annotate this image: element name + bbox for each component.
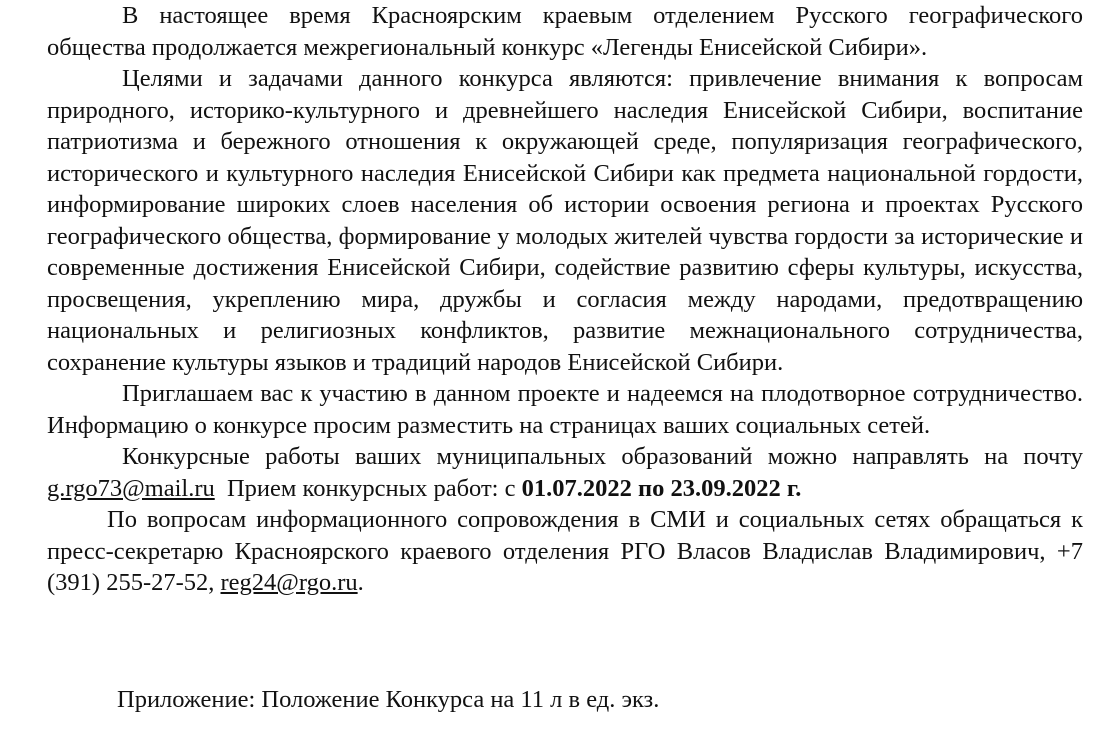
appendix-note: Приложение: Положение Конкурса на 11 л в ед. экз. <box>117 686 660 713</box>
press-contact-end: . <box>357 569 364 596</box>
submission-intro: Конкурсные работы ваших муниципальных образований можно направлять на почту <box>122 443 1083 470</box>
paragraph-press-contact <box>47 504 1083 599</box>
paragraph-goals: Целями и задачами данного конкурса являются: привлечение внимания к вопросам природного, историко-культурного и древнейшего наследия Енисейской Сибири, воспитание патриотизма и бережного отношения к окружающей среде, популяризация географического, исторического и культурного наследия Енисейской Сибири как предмета национальной гордости, информирование широких слоев населения об истории освоения региона и проектах Русского географического общества, формирование у молодых жителей чувства гордости за исторические и современные достижения Енисейской Сибири, содействие развитию сферы культуры, искусства, просвещения, укреплению мира, дружбы и согласия между народами, предотвращению национальных и религиозных конфликтов, развитие межнационального сотрудничества, сохранение культуры языков и традиций народов Енисейской Сибири. <box>47 65 1083 376</box>
press-contact-text: По вопросам информационного сопровождения в СМИ и социальных сетях обращаться к пресс-секретарю Красноярского краевого отделения РГО Власов Владислав Владимирович, +7 (391) 255-27-52, <box>47 506 1083 596</box>
paragraph-announcement: В настоящее время Красноярским краевым отделением Русского географического общества продолжается межрегиональный конкурс «Легенды Енисейской Сибири». <box>47 2 1083 61</box>
letter-body <box>47 0 1083 599</box>
paragraph-invitation: Приглашаем вас к участию в данном проекте и надеемся на плодотворное сотрудничество. Информацию о конкурсе просим разместить на страницах ваших социальных сетей. <box>47 380 1083 439</box>
press-email-link[interactable]: reg24@rgo.ru <box>220 569 358 596</box>
paragraph-submission <box>47 441 1083 504</box>
submission-dates: 01.07.2022 по 23.09.2022 г. <box>521 474 802 502</box>
submission-deadline-text: Прием конкурсных работ: с <box>226 474 516 502</box>
submission-email-link[interactable]: g.rgo73@mail.ru <box>47 474 215 502</box>
